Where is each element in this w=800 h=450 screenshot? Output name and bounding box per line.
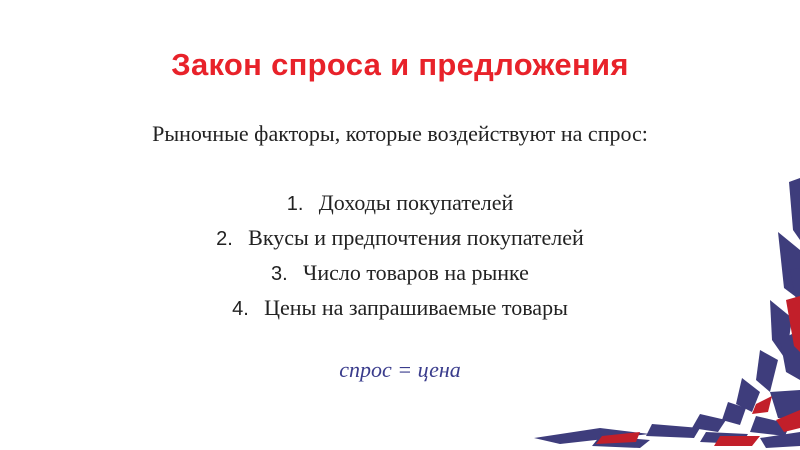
- list-item-number: 3.: [271, 263, 288, 285]
- list-item: [0, 185, 800, 220]
- list-item-number: 1.: [286, 193, 304, 215]
- intro-text: Рыночные факторы, которые воздействуют на спрос:: [152, 121, 648, 146]
- list-item: [0, 220, 800, 255]
- list-item-text: Доходы покупателей: [318, 190, 514, 215]
- list-item: [0, 255, 800, 290]
- list-item-text: Число товаров на рынке: [303, 260, 529, 285]
- formula-text: спрос = цена: [339, 357, 461, 382]
- list-item-text: Цены на запрашиваемые товары: [264, 295, 568, 320]
- list-item-number: 2.: [216, 228, 233, 250]
- list-item: [0, 290, 800, 325]
- list-item-text: Вкусы и предпочтения покупателей: [248, 225, 584, 250]
- factors-list: [0, 185, 800, 325]
- list-item-number: 4.: [232, 298, 249, 320]
- slide-title: Закон спроса и предложения: [171, 47, 629, 82]
